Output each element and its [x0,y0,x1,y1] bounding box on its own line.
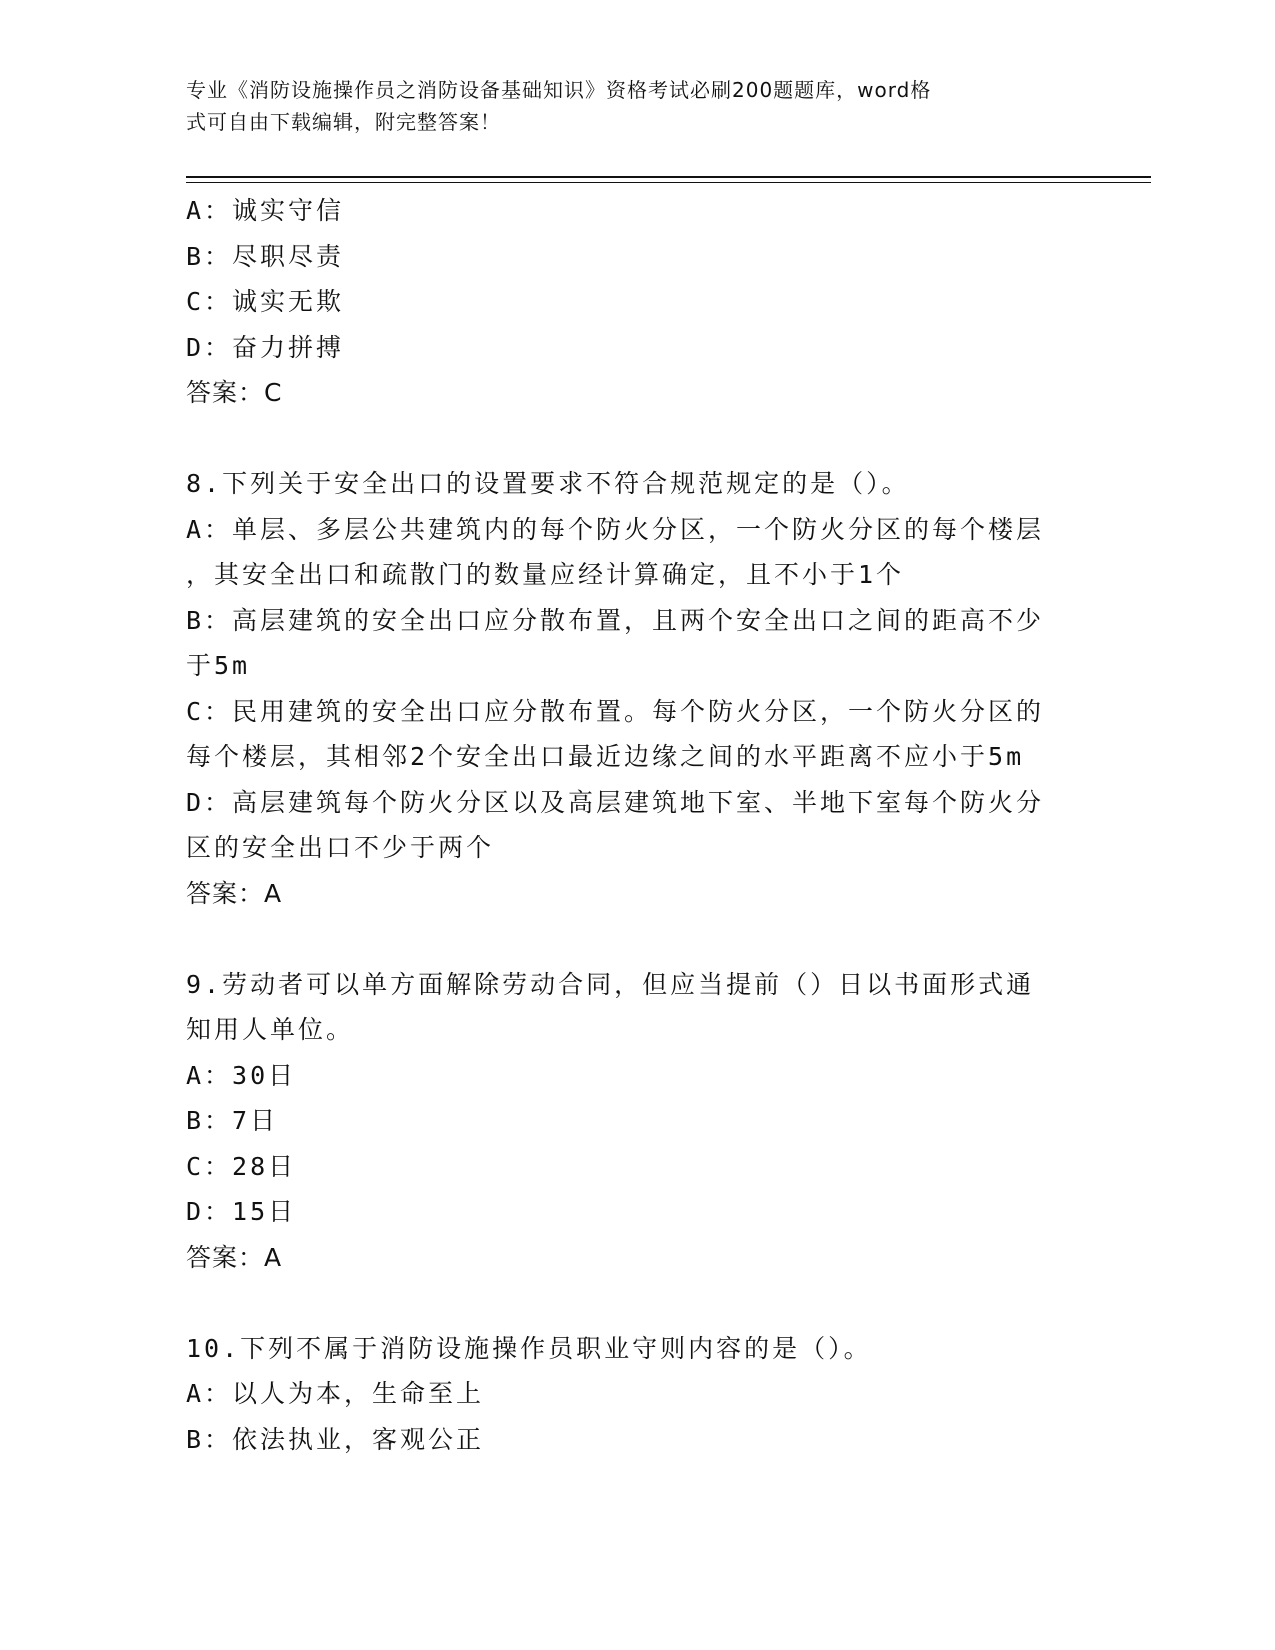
document-header [186,74,1066,138]
q9-answer: 答案：A [186,1242,283,1272]
header-rule-thick [186,176,1151,178]
spacer [186,916,1086,962]
header-line-2: 式可自由下载编辑，附完整答案！ [186,110,501,134]
q8-option-b-line-1: B：高层建筑的安全出口应分散布置，且两个安全出口之间的距高不少 [186,605,1045,635]
q10-question: 10.下列不属于消防设施操作员职业守则内容的是（）。 [186,1333,872,1363]
q9-question-line-2: 知用人单位。 [186,1015,355,1044]
q8-question: 8.下列关于安全出口的设置要求不符合规范规定的是（）。 [186,469,910,498]
q8-option-a-line-2: ，其安全出口和疏散门的数量应经计算确定，且不小于1个 [186,560,905,589]
q8-option-a-line-1: A：单层、多层公共建筑内的每个防火分区，一个防火分区的每个楼层 [186,514,1045,544]
q9-option-c: C：28日 [186,1151,297,1181]
q8-option-b-line-2: 于5m [186,651,251,680]
header-rule-thin [186,182,1151,183]
q9-option-b: B：7日 [186,1106,279,1135]
spacer [186,1280,1086,1326]
header-line-1: 专业《消防设施操作员之消防设备基础知识》资格考试必刷200题题库，word格 [186,78,932,102]
q7-option-b: B：尽职尽责 [186,241,345,271]
q8-option-d-line-2: 区的安全出口不少于两个 [186,833,495,862]
q9-option-a: A：30日 [186,1060,297,1090]
spacer [186,416,1086,462]
q9-option-d: D：15日 [186,1197,297,1226]
q10-option-b: B：依法执业，客观公正 [186,1424,485,1454]
q8-option-c-line-1: C：民用建筑的安全出口应分散布置。每个防火分区，一个防火分区的 [186,696,1045,726]
q7-option-d: D：奋力拼搏 [186,332,345,362]
q8-answer: 答案：A [186,878,283,908]
q8-option-c-line-2: 每个楼层，其相邻2个安全出口最近边缘之间的水平距离不应小于5m [186,742,1025,771]
q7-option-c: C：诚实无欺 [186,287,345,316]
question-body [186,188,1086,1462]
q7-answer: 答案：C [186,378,283,407]
q9-question-line-1: 9.劳动者可以单方面解除劳动合同，但应当提前（）日以书面形式通 [186,969,1035,999]
q10-option-a: A：以人为本，生命至上 [186,1379,485,1408]
q8-option-d-line-1: D：高层建筑每个防火分区以及高层建筑地下室、半地下室每个防火分 [186,787,1045,817]
q7-option-a: A：诚实守信 [186,196,345,225]
